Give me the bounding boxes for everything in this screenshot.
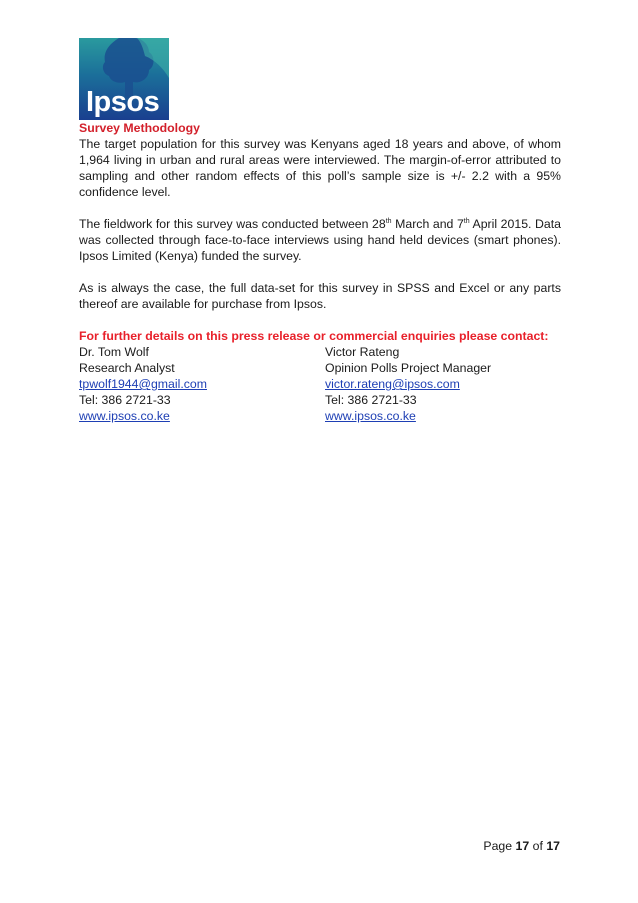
ipsos-logo: [79, 38, 169, 120]
contact-tel: Tel: 386 2721-33: [79, 393, 171, 407]
contact-name: Victor Rateng: [325, 345, 400, 359]
methodology-paragraph-2: The fieldwork for this survey was conducted between 28th March and 7th April 2015. Data was collected through face-to-face interviews using hand held devices (smart phones). Ipsos Limited (Kenya) funded the survey.: [79, 217, 561, 263]
contact-left: [79, 344, 207, 424]
contact-web-link[interactable]: www.ipsos.co.ke: [325, 409, 416, 423]
contact-name: Dr. Tom Wolf: [79, 345, 149, 359]
contact-role: Opinion Polls Project Manager: [325, 361, 492, 375]
section-heading: Survey Methodology: [79, 121, 200, 135]
contact-tel: Tel: 386 2721-33: [325, 393, 417, 407]
contact-web-link[interactable]: www.ipsos.co.ke: [79, 409, 170, 423]
contact-block: [79, 344, 561, 424]
methodology-paragraph-3: As is always the case, the full data-set for this survey in SPSS and Excel or any parts thereof are available for purchase from Ipsos.: [79, 281, 561, 311]
contact-email-link[interactable]: victor.rateng@ipsos.com: [325, 377, 460, 391]
document-body: [79, 120, 561, 424]
contact-role: Research Analyst: [79, 361, 175, 375]
contact-right: [325, 344, 491, 424]
methodology-paragraph-1: The target population for this survey was Kenyans aged 18 years and above, of whom 1,964 living in urban and rural areas were interviewed. The margin-of-error attributed to sampling and other random effects of this poll’s sample size is +/- 2.2 with a 95% confidence level.: [79, 137, 561, 199]
page-number: Page 17 of 17: [483, 839, 560, 853]
contact-heading: For further details on this press release or commercial enquiries please contact:: [79, 329, 549, 343]
logo-text: Ipsos: [86, 86, 160, 118]
contact-email-link[interactable]: tpwolf1944@gmail.com: [79, 377, 207, 391]
